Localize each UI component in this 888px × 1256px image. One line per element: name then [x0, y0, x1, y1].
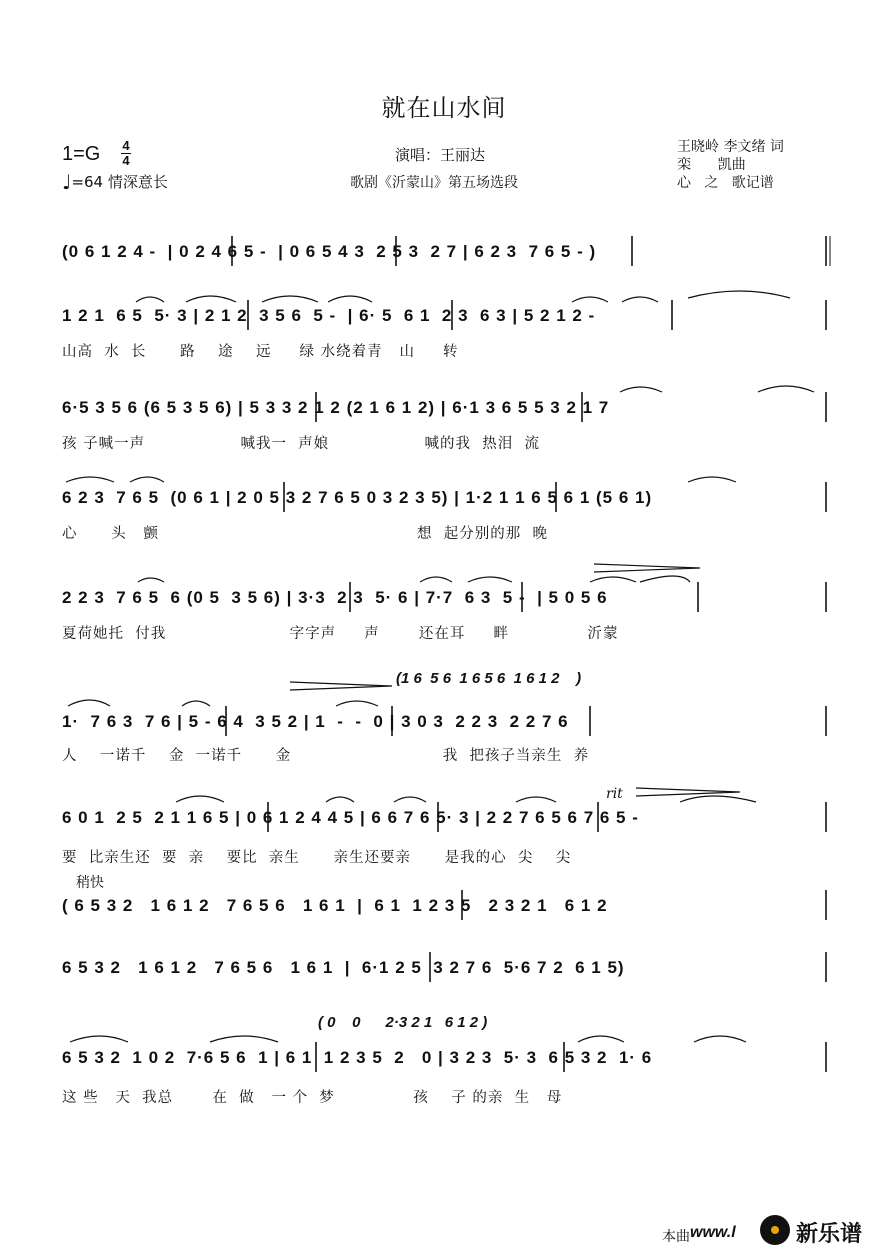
lyrics-line: 心 头 颤 想 起分别的那 晚: [62, 526, 548, 542]
record-logo-icon: [760, 1215, 790, 1245]
time-signature: [121, 140, 131, 167]
notation-line: (0 6 1 2 4 - | 0 2 4 6 5 - | 0 6 5 4 3 2 5 3 2 7 | 6 2 3 7 6 5 - ): [62, 242, 597, 261]
score-row-9: [62, 958, 832, 998]
notation-line: 6 0 1 2 5 2 1 1 6 5 | 0 6 1 2 4 4 5 | 6 6 7 6 5· 3 | 2 2 7 6 5 6 7 6 5 -: [62, 808, 639, 827]
score-row-7: [62, 808, 832, 848]
score-row-1: [62, 242, 832, 282]
notation-line: 1· 7 6 3 7 6 | 5 - 6 4 3 5 2 | 1 - - 0 | 3 0 3 2 2 3 2 2 7 6: [62, 712, 569, 731]
quarter-note-icon: ♩: [62, 170, 72, 194]
site-logo-text: 新乐谱: [796, 1222, 863, 1247]
score-row-10: [62, 1048, 832, 1088]
notation-line: ( 6 5 3 2 1 6 1 2 7 6 5 6 1 6 1 | 6 1 1 2 3 5 2 3 2 1 6 1 2: [62, 896, 608, 915]
meter-bottom: 4: [122, 153, 130, 168]
faster-marking: 稍快: [76, 875, 104, 891]
singer: 演唱：王丽达: [395, 146, 486, 164]
lyrics-line: 要 比亲生还 要 亲 要比 亲生 亲生还要亲 是我的心 尖 尖: [62, 850, 572, 866]
footer-prefix: 本曲: [662, 1229, 690, 1245]
rit-marking: rit: [606, 786, 623, 802]
tempo-text: =64 情深意长: [71, 173, 168, 191]
lyrics-line: 山高 水 长 路 途 远 绿 水绕着青 山 转: [62, 344, 459, 360]
notation-line: 6 5 3 2 1 0 2 7·6 5 6 1 | 6 1 1 2 3 5 2 0 | 3 2 3 5· 3 6 5 3 2 1· 6: [62, 1048, 653, 1067]
notation-line: 1 2 1 6 5 5· 3 | 2 1 2 3 5 6 5 - | 6· 5 6 1 2 3 6 3 | 5 2 1 2 -: [62, 306, 601, 325]
tempo-marking: [62, 170, 168, 194]
lyrics-line: 这 些 天 我总 在 做 一 个 梦 孩 子 的亲 生 母: [62, 1090, 563, 1106]
notation-line: 2 2 3 7 6 5 6 (0 5 3 5 6) | 3·3 2 3 5· 6 | 7·7 6 3 5 - | 5 0 5 6: [62, 588, 608, 607]
above-staff-line: (1 6 5 6 1 6 5 6 1 6 1 2 ): [396, 670, 582, 687]
key-signature: 1=G: [62, 143, 101, 165]
lyrics-line: 人 一诺千 金 一诺千 金 我 把孩子当亲生 养: [62, 748, 590, 764]
credits: 王晓岭 李文绪 词 栾 凯曲 心 之 歌记谱: [677, 139, 784, 191]
notation-line: 6 5 3 2 1 6 1 2 7 6 5 6 1 6 1 | 6·1 2 5 3 2 7 6 5·6 7 2 6 1 5): [62, 958, 625, 977]
lyrics-line: 孩 子喊一声 喊我一 声娘 喊的我 热泪 流: [62, 436, 540, 452]
lyrics-line: 夏荷她托 付我 字字声 声 还在耳 畔 沂蒙: [62, 626, 619, 642]
above-staff-line: ( 0 0 2·3 2 1 6 1 2 ): [318, 1014, 488, 1031]
score-row-8: [62, 896, 832, 936]
song-title: 就在山水间: [381, 94, 507, 122]
source-note: 歌剧《沂蒙山》第五场选段: [350, 175, 518, 191]
footer-url[interactable]: www.l: [690, 1224, 736, 1241]
meter-top: 4: [122, 138, 130, 153]
notation-line: 6 2 3 7 6 5 (0 6 1 | 2 0 5 3 2 7 6 5 0 3 2 3 5) | 1·2 1 1 6 5 6 1 (5 6 1): [62, 488, 653, 507]
notation-line: 6·5 3 5 6 (6 5 3 5 6) | 5 3 3 2 1 2 (2 1 6 1 2) | 6·1 3 6 5 5 3 2 1 7: [62, 398, 610, 417]
